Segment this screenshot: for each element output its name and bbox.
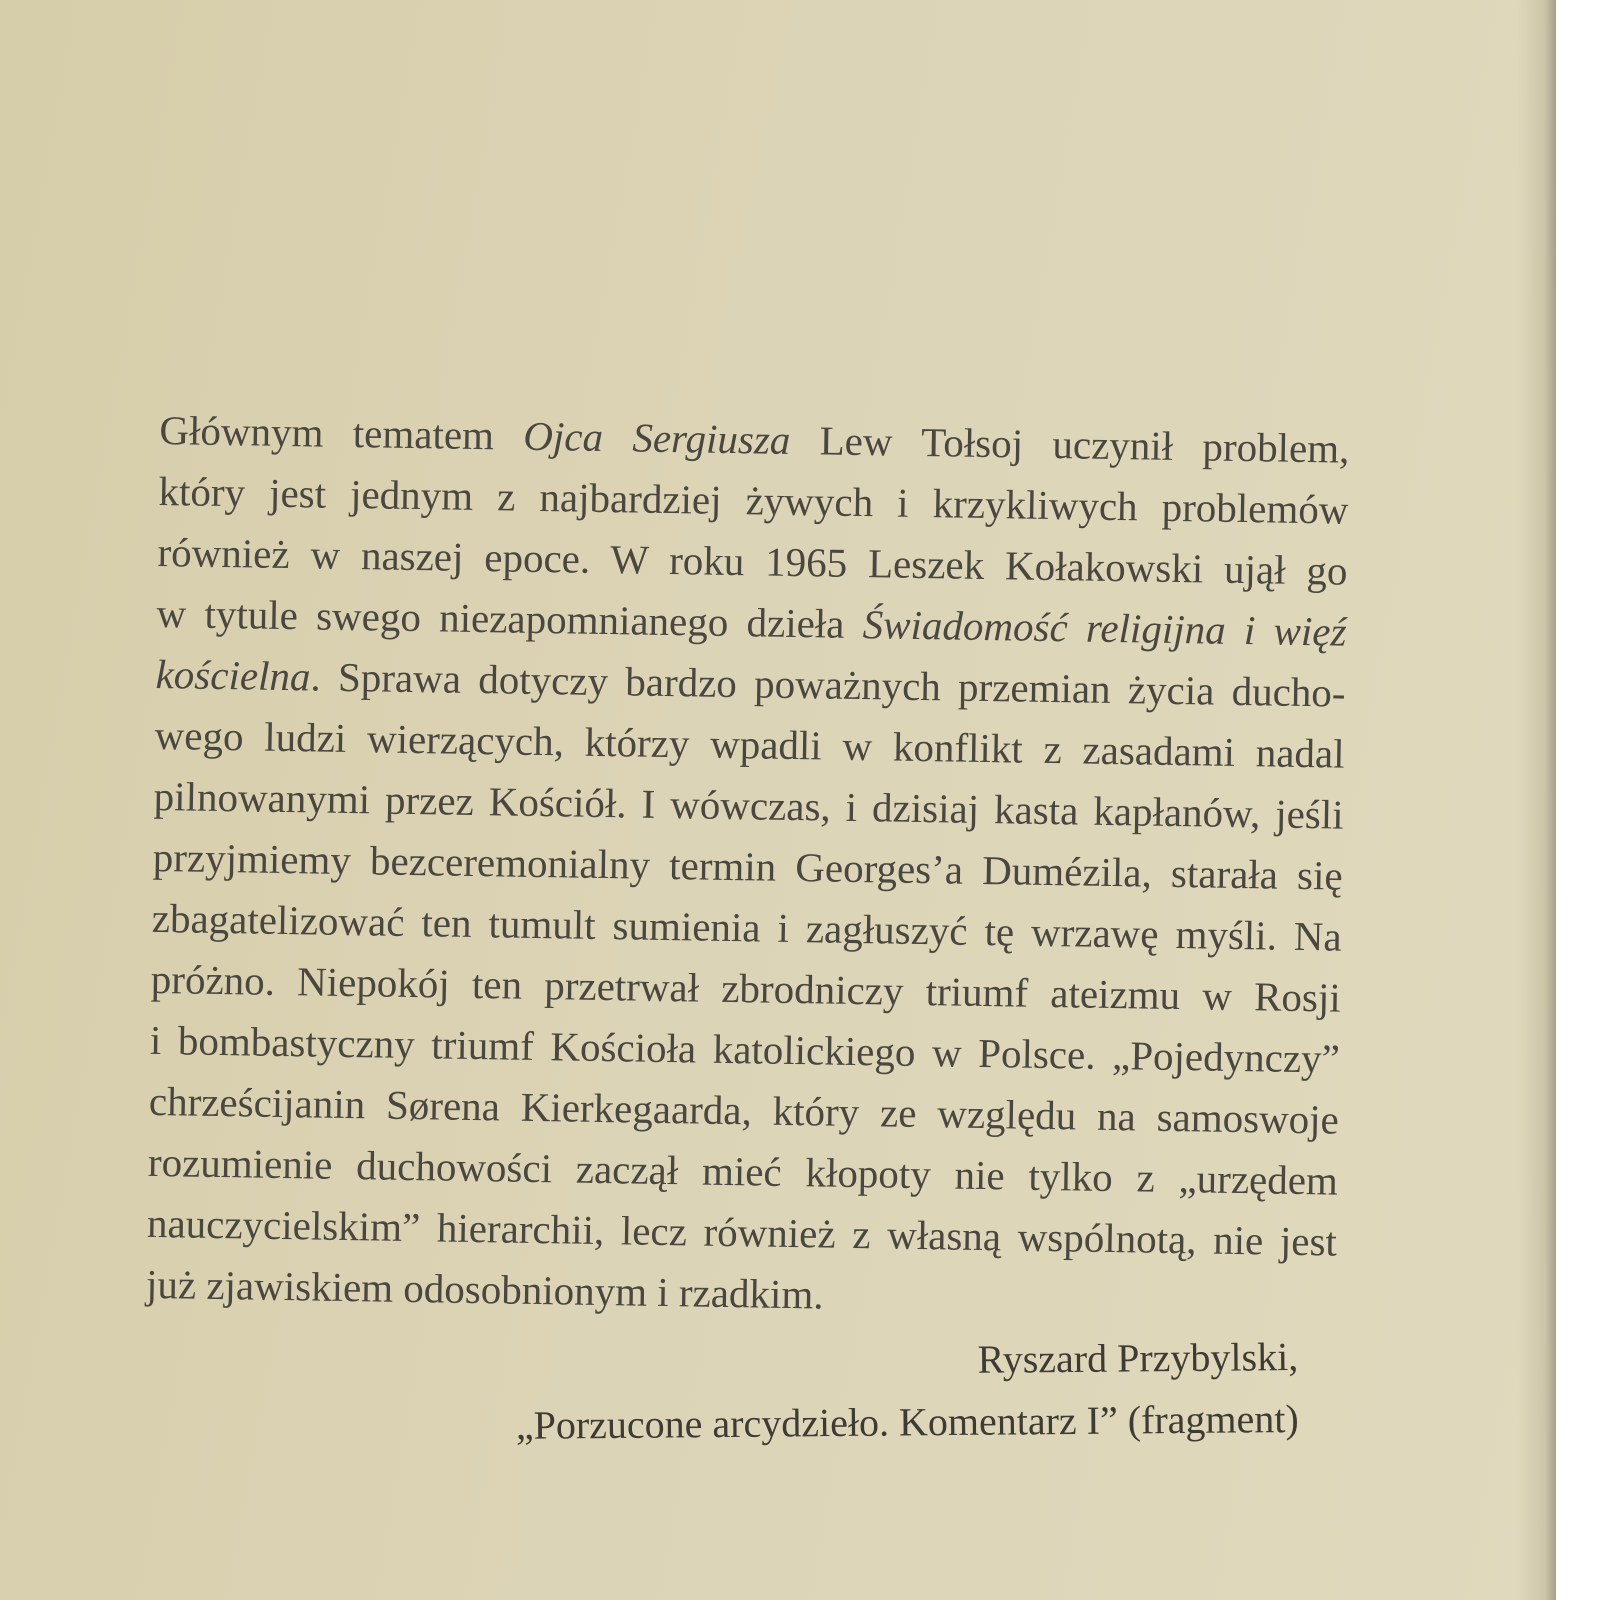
excerpt-line: pilnowanymi przez Kościół. I wówczas, i dzisiaj kasta kapłanów, jeśli [153, 772, 1344, 838]
excerpt-line: już zjawiskiem odosobnionym i rzadkim. [145, 1260, 824, 1318]
page-edge-shadow [1518, 0, 1556, 1600]
excerpt-text [146, 400, 1350, 1334]
excerpt-line: kościelna. Sprawa dotyczy bardzo poważnych przemian życia ducho- [155, 650, 1346, 716]
excerpt-line: zbagatelizować ten tumult sumienia i zagłuszyć tę wrzawę myśli. Na [151, 894, 1343, 960]
excerpt-line: wego ludzi wierzących, którzy wpadli w konflikt z zasadami nadal [154, 711, 1345, 777]
background-margin [1556, 0, 1600, 1600]
excerpt-line: i bombastyczny triumf Kościoła katolickiego w Polsce. „Pojedynczy” [149, 1016, 1341, 1082]
attribution [515, 1326, 1299, 1457]
excerpt-line: przyjmiemy bezceremonialny termin Georges’a Dumézila, starała się [152, 833, 1344, 899]
excerpt-line: próżno. Niepokój ten przetrwał zbrodniczy triumf ateizmu w Rosji [150, 955, 1342, 1021]
attribution-author: Ryszard Przybylski, [977, 1333, 1299, 1382]
excerpt-line: chrześcijanin Sørena Kierkegaarda, który ze względu na samoswoje [148, 1077, 1340, 1143]
excerpt-line: w tytule swego niezapomnianego dzieła Świadomość religijna i więź [156, 589, 1347, 655]
excerpt-line: Głównym tematem Ojca Sergiusza Lew Tołsoj uczynił problem, [159, 406, 1350, 472]
excerpt-line: nauczycielskim” hierarchii, lecz również z własną wspólnotą, nie jest [146, 1199, 1338, 1265]
excerpt-line: rozumienie duchowości zaczął mieć kłopoty nie tylko z „urzędem [147, 1138, 1339, 1204]
excerpt-line: który jest jednym z najbardziej żywych i krzykliwych problemów [158, 467, 1349, 533]
excerpt-line: również w naszej epoce. W roku 1965 Leszek Kołakowski ujął go [157, 528, 1348, 594]
attribution-source: „Porzucone arcydzieło. Komentarz I” (fragment) [515, 1395, 1300, 1448]
